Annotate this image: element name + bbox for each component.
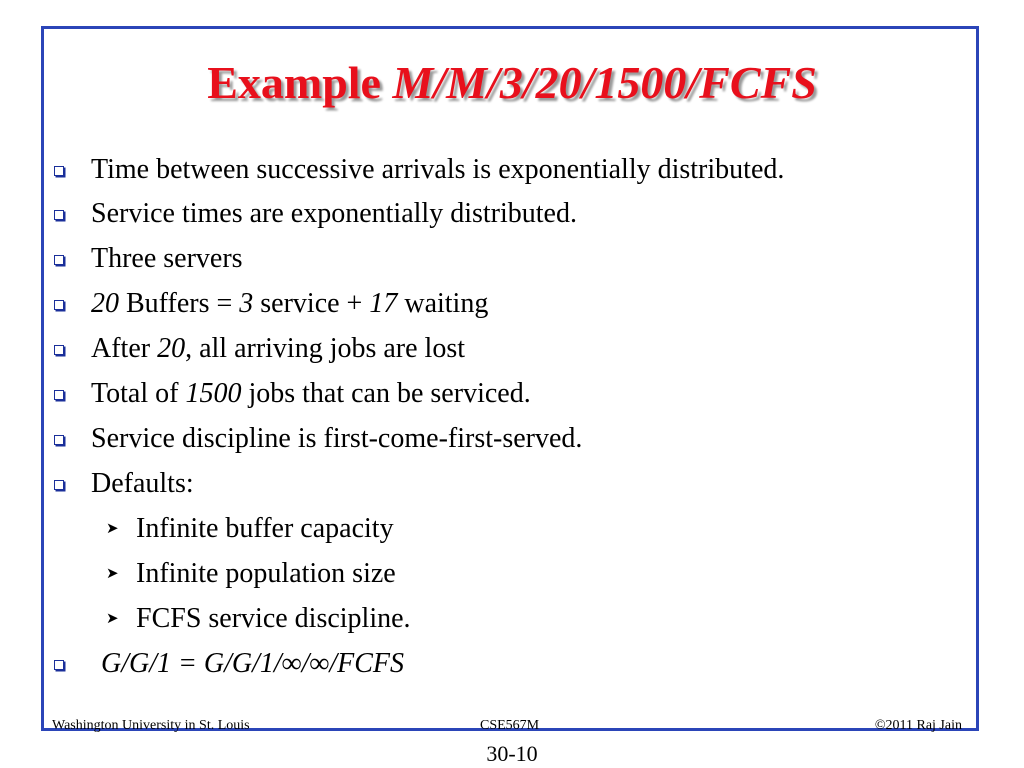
sub-bullet-population: Infinite population size (136, 558, 396, 589)
buffers-text-3: waiting (397, 288, 489, 319)
bullet-box-icon (54, 480, 64, 490)
sub-bullet-fcfs: FCFS service discipline. (136, 603, 411, 634)
waiting-count: 17 (369, 288, 398, 319)
buffers-count: 20 (91, 288, 119, 319)
sub-bullet-buffer: Infinite buffer capacity (136, 513, 394, 544)
sub-bullet-arrow-icon: ➤ (106, 521, 119, 537)
sub-bullet-arrow-icon: ➤ (106, 611, 119, 627)
footer-course: CSE567M (480, 718, 540, 733)
bullet-box-icon (54, 345, 64, 355)
bullet-box-icon (54, 435, 64, 445)
bullet-box-icon (54, 255, 64, 265)
buffers-text-1: Buffers = (119, 288, 240, 319)
footer-copyright: ©2011 Raj Jain (874, 718, 962, 733)
bullet-servers: Three servers (91, 243, 243, 274)
sub-bullet-arrow-icon: ➤ (106, 566, 119, 582)
bullet-buffers (91, 288, 488, 320)
bullet-total-jobs (91, 378, 531, 410)
footer-institution: Washington University in St. Louis (52, 718, 250, 733)
buffers-text-2: service + (253, 288, 370, 319)
title-notation: M/M/3/20/1500/FCFS (392, 57, 817, 108)
bullet-service-times: Service times are exponentially distributed. (91, 198, 577, 229)
bullet-defaults: Defaults: (91, 468, 194, 499)
title-prefix: Example (207, 57, 393, 108)
page-number: 30-10 (486, 741, 538, 766)
bullet-box-icon (54, 660, 64, 670)
bullet-box-icon (54, 390, 64, 400)
total-text-2: jobs that can be serviced. (241, 378, 531, 409)
lost-text-1: After (91, 333, 158, 364)
service-count: 3 (239, 288, 254, 319)
total-count: 1500 (185, 378, 242, 409)
bullet-box-icon (54, 300, 64, 310)
total-text-1: Total of (91, 378, 186, 409)
bullet-arrivals: Time between successive arrivals is exponentially distributed. (91, 154, 785, 185)
lost-count: 20 (157, 333, 186, 364)
bullet-box-icon (54, 166, 64, 176)
bullet-lost-jobs (91, 333, 465, 365)
bullet-box-icon (54, 210, 64, 220)
lost-text-2: , all arriving jobs are lost (185, 333, 466, 364)
bullet-kendall-notation: G/G/1 = G/G/1/∞/∞/FCFS (101, 648, 405, 679)
bullet-discipline: Service discipline is first-come-first-served. (91, 423, 583, 454)
